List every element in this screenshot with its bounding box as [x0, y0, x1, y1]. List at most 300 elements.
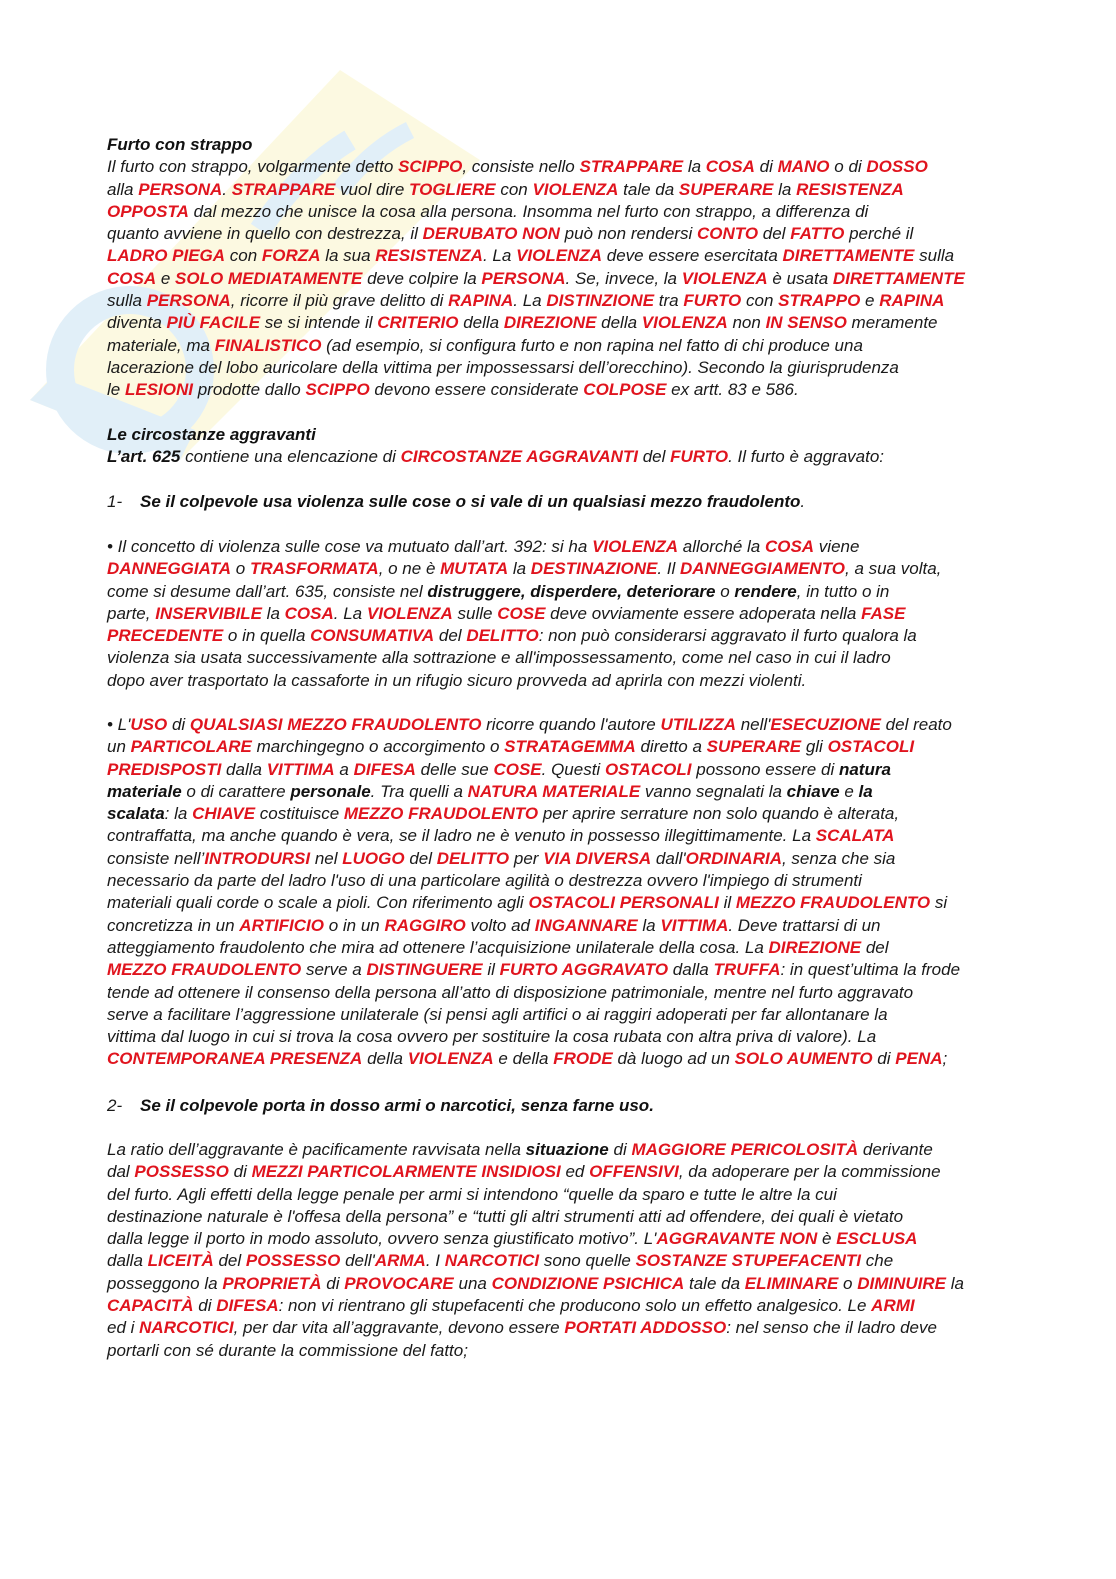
text-run: la	[683, 157, 706, 177]
section-violenza-cose	[107, 536, 1002, 692]
text-run: deve ovviamente essere adoperata nella	[545, 603, 862, 623]
text-line	[107, 714, 1002, 736]
text-run: , da adoperare per la commissione	[678, 1162, 941, 1182]
text-line	[107, 179, 1002, 201]
text-run: . La	[333, 603, 367, 623]
text-run: costituisce	[255, 804, 344, 824]
text-line	[107, 201, 1002, 223]
text-run: della	[596, 313, 642, 333]
highlighted-term: FURTO	[683, 291, 742, 311]
list-number: 1-	[107, 492, 123, 511]
text-run: . Il	[657, 559, 681, 579]
text-run: la	[945, 1273, 964, 1293]
highlighted-term: DELITTO	[436, 848, 510, 868]
highlighted-term: COSA	[764, 537, 815, 556]
highlighted-term: POSSESSO	[134, 1162, 229, 1182]
text-run: lacerazione del lobo auricolare della vittima per impossessarsi dell’orecchino). Secondo la giurisprudenza	[107, 357, 899, 377]
heading-item-2	[107, 1095, 1002, 1117]
highlighted-term: VIOLENZA	[641, 313, 728, 333]
text-run: del	[434, 626, 467, 646]
text-run: diventa	[107, 313, 167, 333]
text-run: la	[508, 559, 531, 579]
highlighted-term: VIOLENZA	[532, 179, 619, 199]
highlighted-term: UTILIZZA	[660, 715, 736, 734]
highlighted-term: MUTATA	[440, 559, 509, 579]
text-run: e	[839, 781, 859, 801]
list-number: 2-	[107, 1096, 123, 1115]
text-line	[107, 1317, 1002, 1339]
highlighted-term: RESISTENZA	[796, 179, 904, 199]
text-run: . La	[513, 291, 547, 311]
highlighted-term: DIFESA	[216, 1296, 279, 1316]
text-run: tale da	[684, 1273, 745, 1293]
text-run: • Il concetto di violenza sulle cose va mutuato dall’art. 392: si ha	[107, 537, 593, 556]
text-run: deve colpire la	[362, 268, 482, 288]
text-run: marchingegno o accorgimento o	[251, 737, 505, 757]
text-run: .	[800, 492, 806, 511]
highlighted-term: VIOLENZA	[366, 603, 453, 623]
text-run: tra	[654, 291, 684, 311]
highlighted-term: CONTO	[696, 224, 759, 244]
highlighted-term: PARTICOLARE	[130, 737, 252, 757]
highlighted-term: MANO	[777, 157, 830, 177]
text-line	[107, 625, 1002, 647]
text-line	[107, 536, 1002, 558]
text-line	[107, 335, 1002, 357]
highlighted-term: NARCOTICI	[444, 1251, 540, 1271]
text-run: la sua	[320, 246, 376, 266]
text-run: vanno segnalati la	[640, 781, 787, 801]
text-run: una	[453, 1273, 492, 1293]
text-line	[107, 1250, 1002, 1272]
text-run: : la	[164, 804, 193, 824]
text-run: deve essere esercitata	[602, 246, 783, 266]
text-run: . La	[482, 246, 517, 266]
text-run: gli	[801, 737, 828, 757]
text-line	[107, 892, 1002, 914]
text-run: contraffatta, ma anche quando è vera, se il ladro ne è venuto in possesso illegittimamente. La	[107, 826, 816, 846]
text-run: di	[754, 157, 778, 177]
text-line	[107, 1139, 1002, 1161]
highlighted-term: DESTINAZIONE	[530, 559, 658, 579]
text-run: sulla	[107, 291, 147, 311]
text-run: dà luogo ad un	[612, 1049, 735, 1069]
highlighted-term: MEZZO FRAUDOLENTO	[343, 804, 539, 824]
text-run: volto ad	[465, 915, 535, 935]
text-line	[107, 603, 1002, 625]
text-run: con	[741, 291, 779, 311]
text-run: o di	[829, 157, 867, 177]
highlighted-term: CONDIZIONE PSICHICA	[491, 1273, 685, 1293]
highlighted-term: INTRODURSI	[204, 848, 311, 868]
bold-term: Se il colpevole porta in dosso armi o narcotici, senza farne uso.	[140, 1096, 654, 1115]
text-run: è usata	[767, 268, 833, 288]
text-run: . Il furto è aggravato:	[728, 447, 884, 467]
highlighted-term: DIRETTAMENTE	[832, 268, 965, 288]
text-run: dell'	[340, 1251, 375, 1271]
text-run: vittima dal luogo in cui si trova la cosa ovvero per sostituire la cosa rubata con altra priva di valore). La	[107, 1027, 877, 1047]
section-furto-con-strappo	[107, 134, 1002, 402]
highlighted-term: DIREZIONE	[768, 937, 862, 957]
text-line	[107, 1206, 1002, 1228]
highlighted-term: SOSTANZE STUPEFACENTI	[635, 1251, 862, 1271]
bold-term: chiave	[786, 781, 840, 801]
text-run: sono quelle	[539, 1251, 636, 1271]
text-run: le	[107, 380, 125, 400]
text-line	[107, 290, 1002, 312]
highlighted-term: PIÙ FACILE	[166, 313, 261, 333]
text-run: .	[222, 179, 232, 199]
text-run: . Tra quelli a	[370, 781, 468, 801]
text-line	[107, 1095, 1002, 1117]
text-run: materiale, ma	[107, 335, 215, 355]
highlighted-term: CRITERIO	[377, 313, 459, 333]
text-run: contiene una elencazione di	[180, 447, 401, 467]
text-run: può non rendersi	[559, 224, 697, 244]
highlighted-term: ARMI	[871, 1296, 915, 1316]
text-run: non	[727, 313, 766, 333]
text-run: serve a	[301, 960, 367, 980]
highlighted-term: IN SENSO	[765, 313, 847, 333]
text-line	[107, 781, 1002, 803]
text-run: atteggiamento fraudolento che mira ad ottenere l’acquisizione unilaterale della cosa. La	[107, 937, 769, 957]
highlighted-term: STRAPPARE	[231, 179, 336, 199]
highlighted-term: VIOLENZA	[681, 268, 768, 288]
text-run: : non vi rientrano gli stupefacenti che producono solo un effetto analgesico. Le	[278, 1296, 872, 1316]
text-line	[107, 959, 1002, 981]
text-run: , in tutto o in	[796, 581, 890, 601]
highlighted-term: PREDISPOSTI	[107, 759, 222, 779]
text-line	[107, 803, 1002, 825]
text-run: materiali quali corde o scale a pioli. Con riferimento agli	[107, 893, 529, 913]
text-run: la	[773, 179, 797, 199]
highlighted-term: TRASFORMATA	[249, 559, 379, 579]
highlighted-term: LICEITÀ	[147, 1251, 214, 1271]
highlighted-term: RESISTENZA	[375, 246, 483, 266]
text-run: o	[838, 1273, 858, 1293]
highlighted-term: CAPACITÀ	[107, 1296, 194, 1316]
highlighted-term: LESIONI	[124, 380, 193, 400]
text-line	[107, 848, 1002, 870]
text-run: violenza sia usata successivamente alla sottrazione e all'impossessamento, come nel caso in cui il ladro	[107, 648, 891, 668]
text-run: , a sua volta,	[845, 559, 942, 579]
text-run: tende ad ottenere il consenso della persona all’atto di disposizione patrimoniale, mentre nel furto aggravato	[107, 982, 914, 1002]
text-line	[107, 647, 1002, 669]
highlighted-term: SOLO AUMENTO	[734, 1049, 873, 1069]
text-run: dalla	[221, 759, 267, 779]
text-run: dal	[107, 1162, 135, 1182]
text-run: e della	[493, 1049, 554, 1069]
text-run: o	[231, 559, 250, 579]
text-run: prodotte dallo	[192, 380, 306, 400]
text-run: nell'	[735, 715, 771, 734]
text-line	[107, 870, 1002, 892]
highlighted-term: STRATAGEMMA	[504, 737, 636, 757]
text-run: concretizza in un	[107, 915, 240, 935]
highlighted-term: INSERVIBILE	[155, 603, 262, 623]
highlighted-term: VIOLENZA	[407, 1049, 494, 1069]
text-line	[107, 1295, 1002, 1317]
text-run: o in quella	[223, 626, 311, 646]
text-run: , consiste nello	[462, 157, 580, 177]
highlighted-term: SCALATA	[815, 826, 895, 846]
highlighted-term: DIMINUIRE	[857, 1273, 946, 1293]
highlighted-term: DISTINZIONE	[546, 291, 655, 311]
highlighted-term: ARTIFICIO	[239, 915, 324, 935]
highlighted-term: NARCOTICI	[139, 1318, 234, 1338]
text-line	[107, 134, 1002, 156]
text-run: perché il	[844, 224, 914, 244]
highlighted-term: ESECUZIONE	[770, 715, 881, 734]
text-run: di	[228, 1162, 252, 1182]
text-run: ed	[560, 1162, 590, 1182]
text-run: portarli con sé durante la commissione del fatto;	[107, 1340, 468, 1360]
text-run: delle sue	[415, 759, 494, 779]
text-line	[107, 581, 1002, 603]
text-line	[107, 223, 1002, 245]
text-run: per aprire serrature non solo quando è alterata,	[538, 804, 900, 824]
bold-term: Le circostanze aggravanti	[107, 425, 316, 444]
highlighted-term: FASE	[861, 603, 906, 623]
text-run: del	[638, 447, 671, 467]
text-run: di	[872, 1049, 896, 1069]
bold-term: la	[858, 781, 873, 801]
highlighted-term: FATTO	[790, 224, 845, 244]
text-run: ex artt. 83 e 586.	[666, 380, 799, 400]
text-run: o in un	[323, 915, 385, 935]
highlighted-term: RAPINA	[879, 291, 945, 311]
highlighted-term: STRAPPARE	[579, 157, 684, 177]
text-run: . Questi	[541, 759, 605, 779]
highlighted-term: ORDINARIA	[685, 848, 782, 868]
text-line	[107, 1340, 1002, 1362]
text-line	[107, 915, 1002, 937]
highlighted-term: COSA	[705, 157, 755, 177]
highlighted-term: LADRO PIEGA	[107, 246, 226, 266]
highlighted-term: TOGLIERE	[409, 179, 496, 199]
highlighted-term: DOSSO	[866, 157, 928, 177]
bold-term: situazione	[525, 1140, 609, 1159]
bold-term: natura	[838, 759, 891, 779]
highlighted-term: COSA	[284, 603, 334, 623]
highlighted-term: VIOLENZA	[592, 537, 679, 556]
text-line	[107, 558, 1002, 580]
text-run: della	[458, 313, 504, 333]
highlighted-term: FURTO	[670, 447, 729, 467]
highlighted-term: DIREZIONE	[503, 313, 597, 333]
highlighted-term: DIRETTAMENTE	[782, 246, 915, 266]
highlighted-term: QUALSIASI MEZZO FRAUDOLENTO	[189, 715, 482, 734]
text-run: con	[495, 179, 533, 199]
text-run: è	[817, 1229, 837, 1249]
highlighted-term: AGGRAVANTE NON	[656, 1229, 818, 1249]
bold-term: scalata	[107, 804, 165, 824]
highlighted-term: PROVOCARE	[344, 1273, 454, 1293]
text-run: la	[637, 915, 661, 935]
bold-term: personale	[290, 781, 371, 801]
highlighted-term: RAPINA	[448, 291, 514, 311]
highlighted-term: DANNEGGIATA	[107, 559, 232, 579]
text-line	[107, 156, 1002, 178]
text-line	[107, 379, 1002, 401]
highlighted-term: CONSUMATIVA	[310, 626, 435, 646]
highlighted-term: DIFESA	[353, 759, 416, 779]
text-run: La ratio dell’aggravante è pacificamente ravvisata nella	[107, 1140, 526, 1159]
text-run: della	[362, 1049, 408, 1069]
text-run: dall'	[651, 848, 686, 868]
text-run: dalla legge il porto in modo assoluto, ovvero senza giustificato motivo”. L'	[107, 1229, 657, 1249]
highlighted-term: SUPERARE	[678, 179, 774, 199]
text-run: consiste nell’	[107, 848, 205, 868]
text-run: . Deve trattarsi di un	[728, 915, 881, 935]
highlighted-term: DELITTO	[466, 626, 539, 646]
text-run: il	[482, 960, 500, 980]
highlighted-term: OSTACOLI PERSONALI	[528, 893, 719, 913]
text-run: il	[718, 893, 736, 913]
section-armi-narcotici	[107, 1139, 1002, 1362]
highlighted-term: DISTINGUERE	[366, 960, 483, 980]
text-line	[107, 1184, 1002, 1206]
highlighted-term: CONTEMPORANEA PRESENZA	[107, 1049, 363, 1069]
text-run: ricorre quando l'autore	[481, 715, 661, 734]
text-run: parte,	[107, 603, 156, 623]
highlighted-term: COLPOSE	[583, 380, 667, 400]
highlighted-term: USO	[130, 715, 168, 734]
text-run: tale da	[618, 179, 679, 199]
text-line	[107, 1004, 1002, 1026]
text-run: derivante	[858, 1140, 933, 1159]
heading-item-1	[107, 491, 1002, 513]
highlighted-term: OFFENSIVI	[589, 1162, 679, 1182]
text-run: sulla	[914, 246, 955, 266]
text-run: del	[758, 224, 791, 244]
text-run: la	[261, 603, 285, 623]
text-run: , ricorre il più grave delitto di	[230, 291, 449, 311]
text-line	[107, 1273, 1002, 1295]
text-run: del	[861, 937, 889, 957]
text-line	[107, 491, 1002, 513]
highlighted-term: STRAPPO	[778, 291, 861, 311]
highlighted-term: ESCLUSA	[836, 1229, 918, 1249]
text-run: : in quest’ultima la frode	[780, 960, 961, 980]
text-run: di	[193, 1296, 217, 1316]
text-run: per	[509, 848, 544, 868]
highlighted-term: ELIMINARE	[744, 1273, 839, 1293]
text-run: se si intende il	[260, 313, 378, 333]
highlighted-term: CHIAVE	[192, 804, 256, 824]
text-run: : nel senso che il ladro deve	[726, 1318, 937, 1338]
text-line	[107, 357, 1002, 379]
highlighted-term: PERSONA	[146, 291, 231, 311]
text-run: dalla	[668, 960, 714, 980]
text-run: meramente	[846, 313, 938, 333]
text-run: possono essere di	[691, 759, 839, 779]
text-line	[107, 759, 1002, 781]
text-run: devono essere considerate	[369, 380, 584, 400]
text-line	[107, 312, 1002, 334]
text-run: nel	[310, 848, 343, 868]
highlighted-term: PORTATI ADDOSSO	[564, 1318, 727, 1338]
text-line	[107, 1048, 1002, 1070]
highlighted-term: SCIPPO	[305, 380, 370, 400]
bold-term: Furto con strappo	[107, 135, 253, 154]
text-run: necessario da parte del ladro l'uso di una particolare agilità o destrezza ovvero l'impiego di strumenti	[107, 871, 862, 891]
highlighted-term: DERUBATO NON	[422, 224, 560, 244]
bold-term: rendere	[734, 581, 797, 601]
text-run: , per dar vita all’aggravante, devono essere	[233, 1318, 565, 1338]
text-run: a	[334, 759, 354, 779]
text-run: come si desume dall’art. 635, consiste nel	[107, 581, 428, 601]
text-run: • L'	[107, 715, 131, 734]
bold-term: L’art. 625	[107, 447, 181, 467]
text-run: o di carattere	[181, 781, 291, 801]
highlighted-term: VIA DIVERSA	[543, 848, 652, 868]
text-run: Il furto con strappo, volgarmente detto	[107, 157, 399, 177]
highlighted-term: MEZZI PARTICOLARMENTE INSIDIOSI	[251, 1162, 561, 1182]
highlighted-term: PERSONA	[481, 268, 566, 288]
text-line	[107, 424, 1002, 446]
text-run: . I	[425, 1251, 445, 1271]
bold-term: Se il colpevole usa violenza sulle cose o si vale di un qualsiasi mezzo fraudolento	[140, 492, 801, 511]
text-run: destinazione naturale è l'offesa della persona” e “tutti gli altri strumenti atti ad offendere, dei quali è vietato	[107, 1206, 904, 1226]
text-run: : non può considerarsi aggravato il furto qualora la	[538, 626, 917, 646]
text-line	[107, 937, 1002, 959]
highlighted-term: LUOGO	[342, 848, 405, 868]
highlighted-term: MEZZO FRAUDOLENTO	[735, 893, 931, 913]
highlighted-term: FURTO AGGRAVATO	[499, 960, 669, 980]
text-run: e	[860, 291, 880, 311]
highlighted-term: PENA	[895, 1049, 943, 1069]
text-run: si	[930, 893, 948, 913]
text-run: posseggono la	[107, 1273, 223, 1293]
highlighted-term: DANNEGGIAMENTO	[680, 559, 846, 579]
text-run: o	[715, 581, 735, 601]
text-line	[107, 268, 1002, 290]
highlighted-term: INGANNARE	[534, 915, 638, 935]
highlighted-term: VITTIMA	[660, 915, 729, 935]
text-run: del reato	[880, 715, 952, 734]
text-run: dalla	[107, 1251, 148, 1271]
text-run: , o ne è	[378, 559, 441, 579]
bold-term: materiale	[107, 781, 182, 801]
text-run: del	[213, 1251, 246, 1271]
text-run: . Se, invece, la	[565, 268, 682, 288]
text-run: di	[167, 715, 190, 734]
highlighted-term: SOLO MEDIATAMENTE	[175, 268, 363, 288]
text-line	[107, 736, 1002, 758]
text-run: , senza che sia	[781, 848, 896, 868]
highlighted-term: TRUFFA	[713, 960, 781, 980]
text-run: diretto a	[635, 737, 707, 757]
highlighted-term: VITTIMA	[266, 759, 335, 779]
highlighted-term: COSE	[497, 603, 546, 623]
text-run: serve a facilitare l’aggressione unilaterale (si pensi agli artifici o ai raggiri adoperati per far allontanare la	[107, 1004, 888, 1024]
highlighted-term: FORZA	[261, 246, 321, 266]
highlighted-term: MAGGIORE PERICOLOSITÀ	[631, 1140, 859, 1159]
text-run: quanto avviene in quello con destrezza, il	[107, 224, 423, 244]
text-run: sulle	[452, 603, 498, 623]
text-line	[107, 670, 1002, 692]
highlighted-term: CIRCOSTANZE AGGRAVANTI	[400, 447, 638, 467]
highlighted-term: SUPERARE	[706, 737, 802, 757]
highlighted-term: POSSESSO	[245, 1251, 341, 1271]
highlighted-term: FRODE	[553, 1049, 613, 1069]
text-run: vuol dire	[335, 179, 410, 199]
text-run: di	[321, 1273, 345, 1293]
highlighted-term: COSA	[107, 268, 157, 288]
highlighted-term: PERSONA	[138, 179, 223, 199]
text-line	[107, 446, 1002, 468]
